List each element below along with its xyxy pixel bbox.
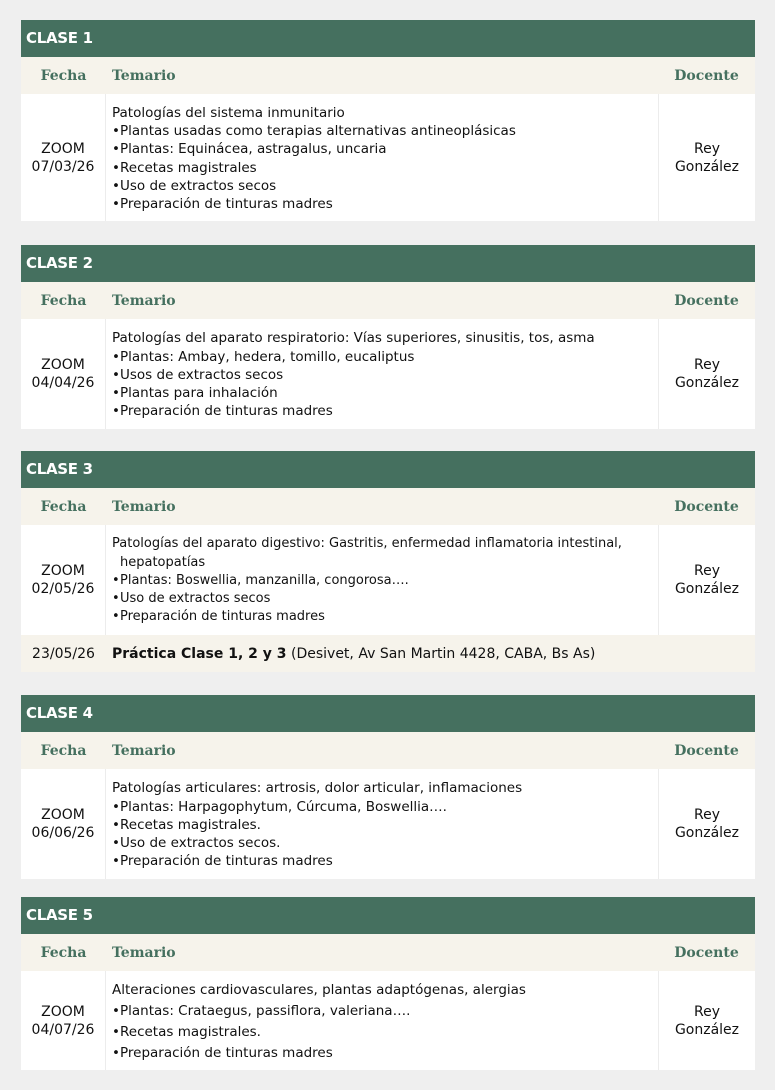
header-fecha: Fecha	[40, 292, 87, 309]
table-header	[21, 488, 755, 525]
temario-intro: Patologías del aparato respiratorio: Vías superiores, sinusitis, tos, asma	[112, 330, 595, 347]
date-text: 07/03/26	[31, 158, 95, 175]
mode-text: ZOOM	[41, 140, 85, 157]
header-temario: Temario	[112, 498, 176, 515]
practice-text	[106, 646, 595, 662]
list-item: •Plantas: Ambay, hedera, tomillo, eucaliptus	[112, 348, 415, 365]
docente-cell	[658, 525, 755, 635]
docente-cell	[658, 971, 755, 1070]
list-item: •Recetas magistrales.	[112, 816, 261, 833]
docente-last: González	[674, 581, 740, 597]
temario-intro-cont: hepatopatías	[120, 554, 206, 570]
practice-row	[21, 635, 755, 672]
header-temario: Temario	[112, 67, 176, 84]
practice-bold: Práctica Clase 1, 2 y 3	[112, 645, 287, 662]
header-fecha: Fecha	[40, 742, 87, 759]
temario-cell	[106, 971, 658, 1070]
header-fecha: Fecha	[40, 498, 87, 515]
header-docente: Docente	[674, 944, 739, 961]
list-item: •Uso de extractos secos	[112, 177, 277, 194]
temario-intro: Patologías articulares: artrosis, dolor articular, inflamaciones	[112, 780, 523, 797]
fecha-cell	[21, 319, 106, 429]
docente-last: González	[674, 1021, 740, 1038]
docente-first: Rey	[694, 1003, 720, 1020]
practice-date: 23/05/26	[32, 645, 95, 662]
header-docente: Docente	[674, 292, 739, 309]
docente-first: Rey	[694, 140, 720, 157]
temario-cell	[106, 94, 658, 221]
docente-last: González	[674, 375, 740, 391]
table-row	[21, 94, 755, 221]
header-docente: Docente	[674, 742, 739, 759]
table-row	[21, 769, 755, 879]
list-item: •Preparación de tinturas madres	[112, 853, 333, 870]
list-item: •Preparación de tinturas madres	[112, 1044, 333, 1061]
clase-2-block	[21, 245, 755, 429]
table-row	[21, 525, 755, 635]
mode-text: ZOOM	[41, 563, 85, 579]
table-header	[21, 732, 755, 769]
clase-title: CLASE 4	[21, 695, 755, 732]
fecha-cell	[21, 971, 106, 1070]
list-item: •Plantas: Equinácea, astragalus, uncaria	[112, 141, 387, 158]
date-text: 06/06/26	[31, 825, 95, 841]
clase-5-block	[21, 897, 755, 1070]
docente-first: Rey	[694, 807, 720, 823]
docente-last: González	[674, 158, 740, 175]
table-row	[21, 319, 755, 429]
list-item: •Preparación de tinturas madres	[112, 403, 333, 420]
clase-4-block	[21, 695, 755, 879]
table-header	[21, 282, 755, 319]
header-docente: Docente	[674, 498, 739, 515]
temario-cell	[106, 769, 658, 879]
list-item: •Usos de extractos secos	[112, 366, 284, 383]
list-item: •Recetas magistrales	[112, 159, 257, 176]
docente-cell	[658, 94, 755, 221]
list-item: •Recetas magistrales.	[112, 1023, 261, 1040]
clase-title: CLASE 5	[21, 897, 755, 934]
list-item: •Plantas usadas como terapias alternativas antineoplásicas	[112, 122, 516, 139]
clase-title: CLASE 2	[21, 245, 755, 282]
docente-cell	[658, 769, 755, 879]
practice-rest: (Desivet, Av San Martin 4428, CABA, Bs As)	[286, 645, 596, 662]
temario-intro: Patologías del aparato digestivo: Gastritis, enfermedad inflamatoria intestinal,	[112, 536, 622, 552]
list-item: •Preparación de tinturas madres	[112, 609, 325, 625]
docente-first: Rey	[694, 563, 720, 579]
date-text: 04/04/26	[31, 375, 95, 391]
temario-intro: Alteraciones cardiovasculares, plantas adaptógenas, alergias	[112, 981, 526, 998]
list-item: •Plantas: Crataegus, passiflora, valeriana….	[112, 1002, 411, 1019]
table-header	[21, 934, 755, 971]
table-row	[21, 971, 755, 1070]
header-temario: Temario	[112, 292, 176, 309]
docente-first: Rey	[694, 357, 720, 373]
fecha-cell	[21, 94, 106, 221]
header-temario: Temario	[112, 742, 176, 759]
date-text: 02/05/26	[31, 581, 95, 597]
list-item: •Plantas: Boswellia, manzanilla, congorosa….	[112, 572, 409, 588]
header-fecha: Fecha	[40, 944, 87, 961]
fecha-cell	[21, 525, 106, 635]
date-text: 04/07/26	[31, 1021, 95, 1038]
list-item: •Plantas: Harpagophytum, Cúrcuma, Boswellia….	[112, 798, 447, 815]
list-item: •Preparación de tinturas madres	[112, 196, 333, 213]
table-header	[21, 57, 755, 94]
list-item: •Uso de extractos secos	[112, 591, 271, 607]
mode-text: ZOOM	[41, 807, 85, 823]
list-item: •Plantas para inhalación	[112, 385, 278, 402]
mode-text: ZOOM	[41, 1003, 85, 1020]
clase-1-block	[21, 20, 755, 221]
clase-title: CLASE 1	[21, 20, 755, 57]
docente-cell	[658, 319, 755, 429]
header-docente: Docente	[674, 67, 739, 84]
temario-cell	[106, 319, 658, 429]
temario-cell	[106, 525, 658, 635]
header-fecha: Fecha	[40, 67, 87, 84]
clase-3-block	[21, 451, 755, 672]
mode-text: ZOOM	[41, 357, 85, 373]
clase-title: CLASE 3	[21, 451, 755, 488]
temario-intro: Patologías del sistema inmunitario	[112, 104, 345, 121]
fecha-cell	[21, 769, 106, 879]
docente-last: González	[674, 825, 740, 841]
header-temario: Temario	[112, 944, 176, 961]
list-item: •Uso de extractos secos.	[112, 835, 281, 852]
